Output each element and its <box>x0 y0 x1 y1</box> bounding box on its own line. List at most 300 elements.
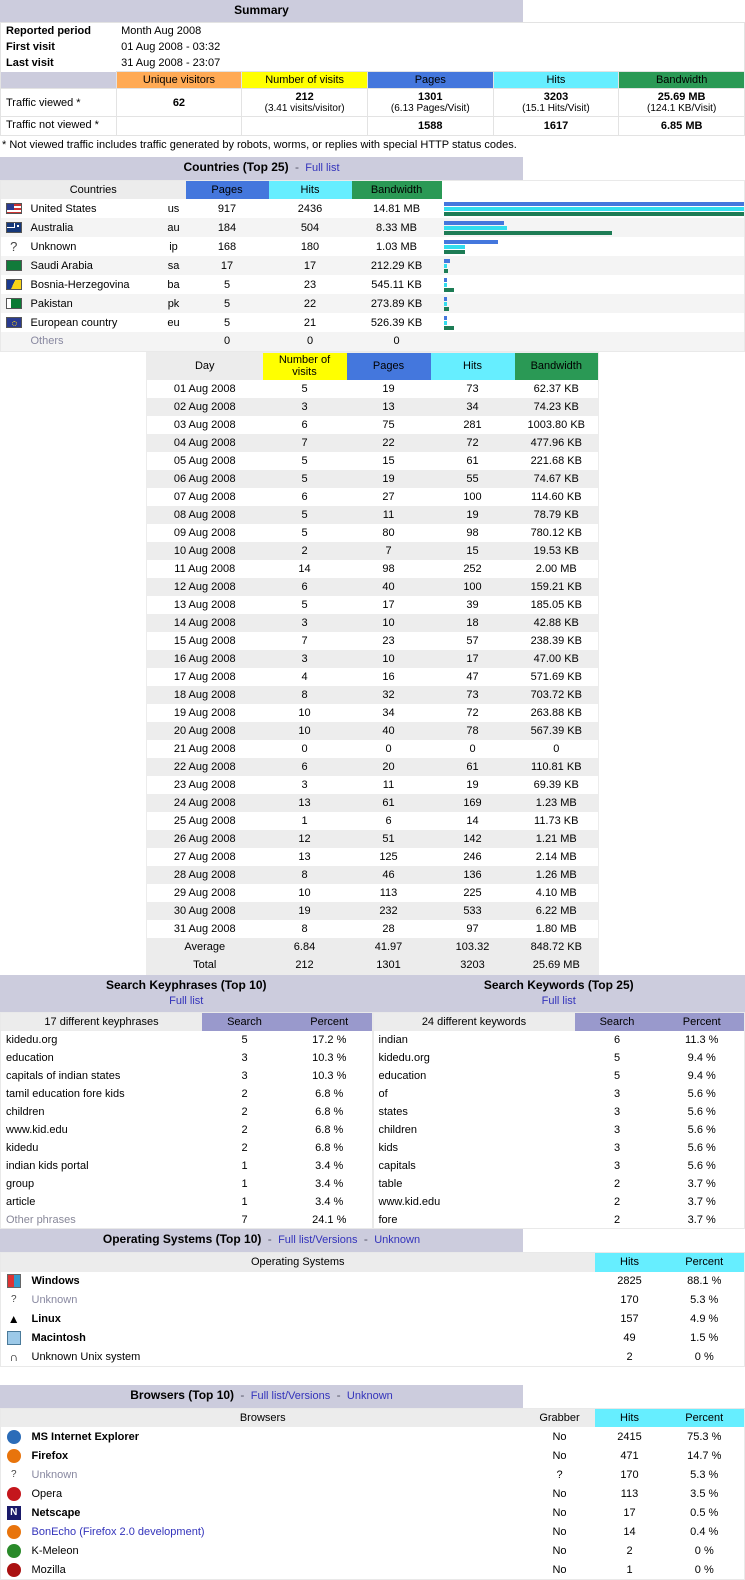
countries-table <box>0 180 745 352</box>
day-label: 10 Aug 2008 <box>147 542 263 560</box>
keyphrases-full-list-link[interactable]: Full list <box>169 995 203 1007</box>
country-bandwidth: 273.89 KB <box>352 294 442 313</box>
macintosh-icon <box>7 1331 21 1345</box>
col-percent: Percent <box>287 1013 372 1031</box>
day-row <box>147 830 599 848</box>
browser-grabber: ? <box>525 1465 595 1484</box>
keyphrase-row <box>1 1067 373 1085</box>
day-bandwidth: 4.10 MB <box>515 884 599 902</box>
browser-icon-cell <box>1 1541 27 1560</box>
keyword-row <box>373 1103 745 1121</box>
os-name: Macintosh <box>27 1329 595 1348</box>
bar-bandwidth <box>444 250 465 254</box>
day-bandwidth: 1.23 MB <box>515 794 599 812</box>
search-count: 3 <box>575 1085 660 1103</box>
keyphrase-row <box>1 1121 373 1139</box>
bar-bandwidth <box>444 212 744 216</box>
day-visits: 5 <box>263 596 347 614</box>
search-count: 2 <box>575 1193 660 1211</box>
day-pages: 125 <box>347 848 431 866</box>
day-row <box>147 398 599 416</box>
col-grabber: Grabber <box>525 1408 595 1427</box>
day-pages: 10 <box>347 650 431 668</box>
day-hits: 19 <box>431 776 515 794</box>
day-bandwidth: 42.88 KB <box>515 614 599 632</box>
search-count: 5 <box>575 1067 660 1085</box>
viewed-hits-sub: (15.1 Hits/Visit) <box>499 103 614 114</box>
summary-title: Summary <box>234 3 289 17</box>
bar-hits <box>444 264 447 268</box>
day-row <box>147 776 599 794</box>
browser-name: K-Meleon <box>27 1541 525 1560</box>
day-bandwidth: 74.67 KB <box>515 470 599 488</box>
os-icon-cell <box>1 1272 27 1291</box>
day-pages: 10 <box>347 614 431 632</box>
search-term: www.kid.edu <box>373 1193 575 1211</box>
day-hits: 97 <box>431 920 515 938</box>
day-row <box>147 794 599 812</box>
keywords-count-label: 24 different keywords <box>373 1013 575 1031</box>
country-bandwidth: 8.33 MB <box>352 218 442 237</box>
day-pages: 13 <box>347 398 431 416</box>
search-term: capitals <box>373 1157 575 1175</box>
os-row <box>1 1291 745 1310</box>
last-visit-value: 31 Aug 2008 - 23:07 <box>116 55 744 72</box>
browser-grabber: No <box>525 1541 595 1560</box>
day-pages: 40 <box>347 578 431 596</box>
search-term: kidedu.org <box>373 1049 575 1067</box>
day-bandwidth: 221.68 KB <box>515 452 599 470</box>
os-full-list-link[interactable]: Full list/Versions <box>278 1234 357 1246</box>
search-count: 1 <box>202 1175 287 1193</box>
search-term: article <box>1 1193 203 1211</box>
browsers-full-list-link[interactable]: Full list/Versions <box>251 1390 330 1402</box>
days-table <box>146 352 599 975</box>
keyphrases-column-headers <box>1 1013 373 1031</box>
day-visits: 3 <box>263 650 347 668</box>
keyphrase-row <box>1 1211 373 1229</box>
col-percent: Percent <box>660 1013 745 1031</box>
day-row <box>147 542 599 560</box>
linux-icon: ▲ <box>7 1312 21 1326</box>
day-row <box>147 434 599 452</box>
country-pages: 0 <box>186 332 269 351</box>
day-hits: 61 <box>431 758 515 776</box>
os-unknown-link[interactable]: Unknown <box>374 1234 420 1246</box>
msie-icon <box>7 1430 21 1444</box>
countries-sep: - <box>292 160 302 174</box>
reported-period-value: Month Aug 2008 <box>116 23 744 40</box>
col-countries: Countries <box>1 180 186 199</box>
browser-grabber: No <box>525 1503 595 1522</box>
search-term: indian kids portal <box>1 1157 203 1175</box>
country-bandwidth: 212.29 KB <box>352 256 442 275</box>
notviewed-pages: 1588 <box>367 117 493 136</box>
reported-period-label: Reported period <box>1 23 117 40</box>
keyword-row <box>373 1121 745 1139</box>
bar-pages <box>444 278 447 282</box>
search-term: education <box>373 1067 575 1085</box>
browser-hits: 2 <box>595 1541 665 1560</box>
col-search: Search <box>575 1013 660 1031</box>
day-bandwidth: 780.12 KB <box>515 524 599 542</box>
day-visits: 5 <box>263 524 347 542</box>
os-icon-cell <box>1 1329 27 1348</box>
browser-hits: 471 <box>595 1446 665 1465</box>
day-label: 19 Aug 2008 <box>147 704 263 722</box>
country-bandwidth: 526.39 KB <box>352 313 442 332</box>
flag-icon-sa <box>6 260 22 271</box>
question-icon: ? <box>7 1293 21 1307</box>
day-label: 21 Aug 2008 <box>147 740 263 758</box>
browser-grabber: No <box>525 1427 595 1446</box>
search-term: table <box>373 1175 575 1193</box>
os-section-header <box>0 1229 523 1252</box>
day-label: 06 Aug 2008 <box>147 470 263 488</box>
day-hits: 18 <box>431 614 515 632</box>
day-hits: 73 <box>431 686 515 704</box>
day-label: 23 Aug 2008 <box>147 776 263 794</box>
day-bandwidth: 62.37 KB <box>515 380 599 398</box>
country-code: au <box>162 218 186 237</box>
browser-row <box>1 1484 745 1503</box>
flag-icon-pk <box>6 298 22 309</box>
os-row <box>1 1272 745 1291</box>
day-bandwidth: 263.88 KB <box>515 704 599 722</box>
search-percent: 24.1 % <box>287 1211 372 1229</box>
summary-label: Total <box>147 956 263 974</box>
day-label: 24 Aug 2008 <box>147 794 263 812</box>
country-bar-group <box>442 316 745 330</box>
keyword-row <box>373 1031 745 1049</box>
day-hits: 72 <box>431 434 515 452</box>
os-hits: 157 <box>595 1310 665 1329</box>
notviewed-visits <box>242 117 368 136</box>
country-flag-cell <box>1 199 27 218</box>
keywords-section <box>373 975 745 1230</box>
day-hits: 15 <box>431 542 515 560</box>
day-pages: 16 <box>347 668 431 686</box>
country-bar-cell <box>442 199 745 218</box>
day-visits: 8 <box>263 686 347 704</box>
search-term: states <box>373 1103 575 1121</box>
country-flag-cell <box>1 332 27 351</box>
search-term: fore <box>373 1211 575 1229</box>
day-visits: 3 <box>263 398 347 416</box>
countries-full-list-link[interactable]: Full list <box>305 162 339 174</box>
os-icon-cell <box>1 1291 27 1310</box>
days-average-row <box>147 938 599 956</box>
browser-percent: 0.5 % <box>665 1503 745 1522</box>
day-row <box>147 704 599 722</box>
browser-icon-cell <box>1 1522 27 1541</box>
day-label: 04 Aug 2008 <box>147 434 263 452</box>
countries-title: Countries (Top 25) <box>183 160 288 174</box>
search-sections <box>0 975 745 1230</box>
day-pages: 23 <box>347 632 431 650</box>
search-count: 3 <box>202 1067 287 1085</box>
browser-icon-cell <box>1 1484 27 1503</box>
col-pages: Pages <box>347 352 431 380</box>
country-row <box>1 313 745 332</box>
day-pages: 0 <box>347 740 431 758</box>
country-hits: 21 <box>269 313 352 332</box>
os-row <box>1 1348 745 1367</box>
day-label: 28 Aug 2008 <box>147 866 263 884</box>
day-label: 30 Aug 2008 <box>147 902 263 920</box>
country-row <box>1 199 745 218</box>
bar-pages <box>444 316 447 320</box>
country-bar-cell <box>442 294 745 313</box>
day-row <box>147 506 599 524</box>
day-label: 20 Aug 2008 <box>147 722 263 740</box>
search-count: 7 <box>202 1211 287 1229</box>
keyphrases-title: Search Keyphrases (Top 10) <box>0 978 373 993</box>
day-row <box>147 380 599 398</box>
col-number-of-visits: Number of visits <box>263 352 347 380</box>
day-visits: 6 <box>263 488 347 506</box>
day-bandwidth: 703.72 KB <box>515 686 599 704</box>
country-code: ba <box>162 275 186 294</box>
keyphrase-row <box>1 1193 373 1211</box>
day-hits: 0 <box>431 740 515 758</box>
day-visits: 5 <box>263 506 347 524</box>
search-percent: 10.3 % <box>287 1049 372 1067</box>
keyphrases-body <box>1 1031 373 1229</box>
browser-icon-cell <box>1 1560 27 1579</box>
country-flag-cell <box>1 237 27 256</box>
keyword-row <box>373 1157 745 1175</box>
viewed-bandwidth-value: 25.69 MB <box>624 91 739 103</box>
country-pages: 168 <box>186 237 269 256</box>
keyphrase-row <box>1 1049 373 1067</box>
day-visits: 13 <box>263 848 347 866</box>
browser-row <box>1 1503 745 1522</box>
search-percent: 5.6 % <box>660 1121 745 1139</box>
day-visits: 8 <box>263 920 347 938</box>
day-visits: 5 <box>263 452 347 470</box>
day-bandwidth: 69.39 KB <box>515 776 599 794</box>
browser-grabber: No <box>525 1446 595 1465</box>
keyphrases-table <box>0 1012 373 1229</box>
day-pages: 232 <box>347 902 431 920</box>
search-term: kidedu <box>1 1139 203 1157</box>
browsers-body <box>1 1427 745 1579</box>
flag-icon-ba <box>6 279 22 290</box>
question-icon: ? <box>10 239 17 254</box>
day-hits: 55 <box>431 470 515 488</box>
countries-section-header <box>0 157 523 180</box>
country-bar-group <box>442 297 745 311</box>
search-count: 2 <box>575 1211 660 1229</box>
search-percent: 17.2 % <box>287 1031 372 1049</box>
day-hits: 17 <box>431 650 515 668</box>
first-visit-value: 01 Aug 2008 - 03:32 <box>116 39 744 55</box>
day-visits: 7 <box>263 632 347 650</box>
country-bar-cell <box>442 256 745 275</box>
bar-pages <box>444 297 447 301</box>
day-bandwidth: 6.22 MB <box>515 902 599 920</box>
os-table <box>0 1252 745 1367</box>
viewed-bandwidth-sub: (124.1 KB/Visit) <box>624 103 739 114</box>
browser-row <box>1 1465 745 1484</box>
summary-visits: 6.84 <box>263 938 347 956</box>
mozilla-icon <box>7 1563 21 1577</box>
os-name: Unknown Unix system <box>27 1348 595 1367</box>
col-pages: Pages <box>367 72 493 89</box>
search-percent: 3.7 % <box>660 1193 745 1211</box>
col-hits: Hits <box>493 72 619 89</box>
country-hits: 2436 <box>269 199 352 218</box>
day-hits: 252 <box>431 560 515 578</box>
search-count: 2 <box>202 1103 287 1121</box>
summary-info-row <box>1 39 745 55</box>
keyword-row <box>373 1175 745 1193</box>
question-icon: ? <box>7 1468 21 1482</box>
country-bandwidth: 1.03 MB <box>352 237 442 256</box>
bar-hits <box>444 283 447 287</box>
browser-icon-cell <box>1 1427 27 1446</box>
country-pages: 184 <box>186 218 269 237</box>
day-pages: 20 <box>347 758 431 776</box>
os-hits: 2825 <box>595 1272 665 1291</box>
flag-icon-us <box>6 203 22 214</box>
day-label: 14 Aug 2008 <box>147 614 263 632</box>
country-row <box>1 218 745 237</box>
keyphrases-count-label: 17 different keyphrases <box>1 1013 203 1031</box>
day-bandwidth: 11.73 KB <box>515 812 599 830</box>
day-pages: 19 <box>347 380 431 398</box>
country-row <box>1 294 745 313</box>
day-bandwidth: 1.21 MB <box>515 830 599 848</box>
browser-icon-cell <box>1 1446 27 1465</box>
day-label: 25 Aug 2008 <box>147 812 263 830</box>
col-unique-visitors: Unique visitors <box>116 72 242 89</box>
browser-name: Unknown <box>27 1465 525 1484</box>
day-label: 29 Aug 2008 <box>147 884 263 902</box>
bar-pages <box>444 259 450 263</box>
day-bandwidth: 567.39 KB <box>515 722 599 740</box>
keywords-title: Search Keywords (Top 25) <box>373 978 745 993</box>
day-visits: 13 <box>263 794 347 812</box>
countries-body <box>1 199 745 351</box>
day-bandwidth: 1003.80 KB <box>515 416 599 434</box>
summary-label: Average <box>147 938 263 956</box>
os-body <box>1 1272 745 1367</box>
browsers-unknown-link[interactable]: Unknown <box>347 1390 393 1402</box>
viewed-visits-value: 212 <box>247 91 362 103</box>
day-label: 12 Aug 2008 <box>147 578 263 596</box>
country-bar-cell <box>442 275 745 294</box>
day-pages: 28 <box>347 920 431 938</box>
browser-hits: 17 <box>595 1503 665 1522</box>
day-visits: 4 <box>263 668 347 686</box>
summary-column-headers <box>1 72 745 89</box>
browser-grabber: No <box>525 1560 595 1579</box>
summary-hits: 103.32 <box>431 938 515 956</box>
day-pages: 11 <box>347 776 431 794</box>
search-percent: 5.6 % <box>660 1103 745 1121</box>
day-row <box>147 884 599 902</box>
search-count: 1 <box>202 1193 287 1211</box>
col-bandwidth: Bandwidth <box>352 180 442 199</box>
col-number-of-visits: Number of visits <box>242 72 368 89</box>
bar-hits <box>444 207 744 211</box>
country-bar-cell <box>442 218 745 237</box>
os-name: Unknown <box>27 1291 595 1310</box>
country-name: United States <box>27 199 162 218</box>
bar-bandwidth <box>444 326 455 330</box>
day-label: 18 Aug 2008 <box>147 686 263 704</box>
bar-pages <box>444 240 498 244</box>
day-pages: 34 <box>347 704 431 722</box>
first-visit-label: First visit <box>1 39 117 55</box>
day-bandwidth: 1.26 MB <box>515 866 599 884</box>
country-bar-group <box>442 202 745 216</box>
country-flag-cell <box>1 256 27 275</box>
country-code: eu <box>162 313 186 332</box>
day-hits: 78 <box>431 722 515 740</box>
day-hits: 225 <box>431 884 515 902</box>
day-hits: 142 <box>431 830 515 848</box>
day-bandwidth: 2.14 MB <box>515 848 599 866</box>
browser-name[interactable]: BonEcho (Firefox 2.0 development) <box>27 1522 525 1541</box>
keyword-row <box>373 1193 745 1211</box>
summary-pages: 1301 <box>347 956 431 974</box>
bar-hits <box>444 245 465 249</box>
day-label: 05 Aug 2008 <box>147 452 263 470</box>
flag-icon-eu <box>6 317 22 328</box>
os-hits: 49 <box>595 1329 665 1348</box>
keyphrases-section-header <box>0 975 373 1013</box>
day-visits: 1 <box>263 812 347 830</box>
browser-icon-cell <box>1 1503 27 1522</box>
day-hits: 39 <box>431 596 515 614</box>
search-count: 1 <box>202 1157 287 1175</box>
day-bandwidth: 1.80 MB <box>515 920 599 938</box>
day-bandwidth: 185.05 KB <box>515 596 599 614</box>
day-label: 02 Aug 2008 <box>147 398 263 416</box>
day-label: 16 Aug 2008 <box>147 650 263 668</box>
day-label: 17 Aug 2008 <box>147 668 263 686</box>
search-percent: 6.8 % <box>287 1121 372 1139</box>
country-bar-group <box>442 221 745 235</box>
search-percent: 9.4 % <box>660 1067 745 1085</box>
country-bandwidth: 545.11 KB <box>352 275 442 294</box>
last-visit-label: Last visit <box>1 55 117 72</box>
browser-name: Opera <box>27 1484 525 1503</box>
day-bandwidth: 110.81 KB <box>515 758 599 776</box>
os-name: Linux <box>27 1310 595 1329</box>
country-hits: 180 <box>269 237 352 256</box>
country-bar-group <box>442 259 745 273</box>
day-hits: 73 <box>431 380 515 398</box>
keywords-body <box>373 1031 745 1229</box>
keywords-full-list-link[interactable]: Full list <box>542 995 576 1007</box>
keywords-column-headers <box>373 1013 745 1031</box>
bar-bandwidth <box>444 269 448 273</box>
country-name: Saudi Arabia <box>27 256 162 275</box>
os-row <box>1 1329 745 1348</box>
day-hits: 34 <box>431 398 515 416</box>
day-bandwidth: 19.53 KB <box>515 542 599 560</box>
traffic-not-viewed-row <box>1 117 745 136</box>
day-pages: 17 <box>347 596 431 614</box>
day-visits: 10 <box>263 722 347 740</box>
day-visits: 5 <box>263 380 347 398</box>
day-hits: 246 <box>431 848 515 866</box>
os-hits: 2 <box>595 1348 665 1367</box>
